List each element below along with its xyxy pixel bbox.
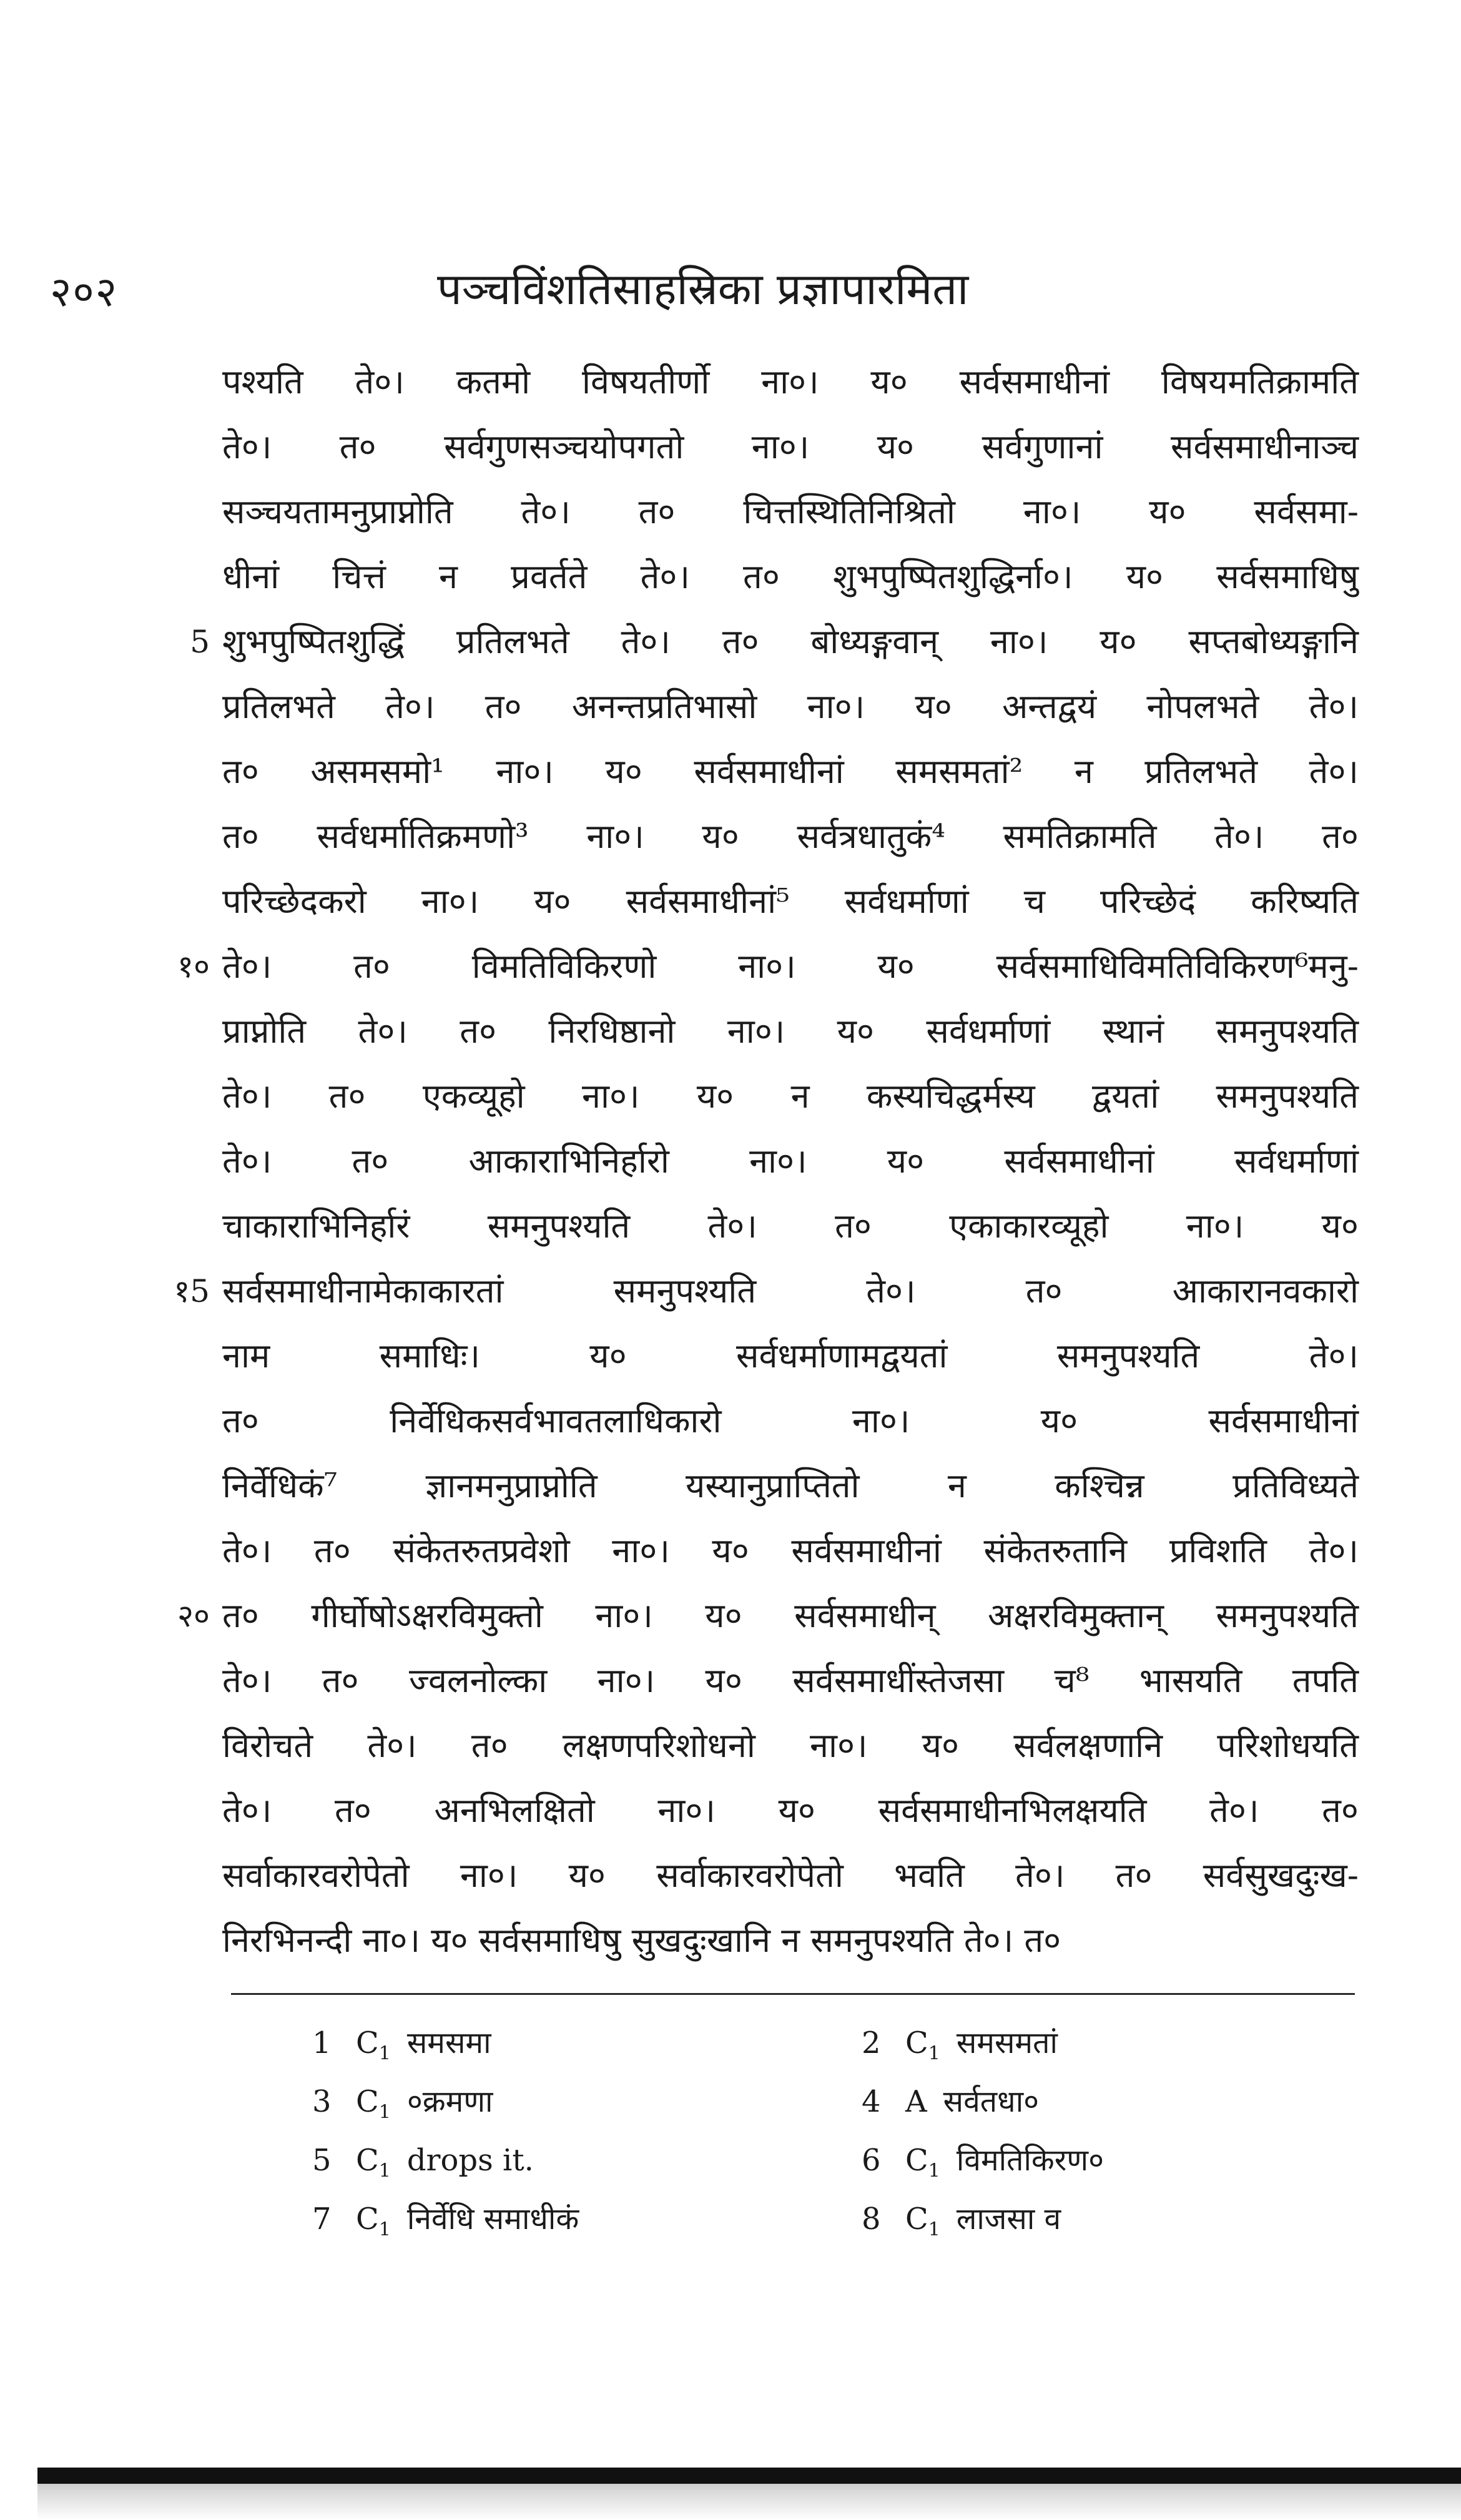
text-line: [190, 609, 1359, 674]
footnote-number: 4: [862, 2084, 881, 2119]
text-line: [222, 1908, 1359, 1973]
line-text: ते०। त० संकेतरुतप्रवेशो ना०। य० सर्वसमाधीनां संकेतरुतानि प्रविशति ते०।: [222, 1531, 1359, 1570]
footnote: [312, 2131, 762, 2190]
footnote-siglum: $C_1$: [356, 2202, 391, 2241]
text-line: [222, 1194, 1359, 1259]
page-number: २०२: [50, 268, 118, 316]
footnote-number: 6: [862, 2143, 881, 2178]
line-text: प्राप्नोति ते०। त० निरधिष्ठानो ना०। य० सर्वधर्माणां स्थानं समनुपश्यति: [222, 1011, 1359, 1051]
line-text: विरोचते ते०। त० लक्षणपरिशोधनो ना०। य० सर्वलक्षणानि परिशोधयति: [222, 1726, 1359, 1765]
text-line: [174, 1259, 1359, 1324]
footnote-number: 5: [312, 2143, 332, 2178]
line-text: ते०। त० विमतिविकिरणो ना०। य० सर्वसमाधिविमतिविकिरण⁶मनु-: [222, 947, 1359, 986]
line-number: 5: [190, 624, 210, 660]
footnote-text: सर्वतधा०: [943, 2084, 1040, 2119]
footnote-siglum: $C_1$: [905, 2202, 940, 2241]
footnote-text: ०क्रमणा: [406, 2084, 493, 2119]
line-text: प्रतिलभते ते०। त० अनन्तप्रतिभासो ना०। य० अन्तद्वयं नोपलभते ते०।: [222, 687, 1359, 726]
text-line: [222, 544, 1359, 609]
line-text: त० निर्वेधिकसर्वभावतलाधिकारो ना०। य० सर्वसमाधीनां: [222, 1401, 1359, 1440]
text-line: [222, 739, 1359, 804]
footnote-siglum: $C_1$: [905, 2143, 940, 2182]
text-line: [222, 1518, 1359, 1583]
footnote-number: 2: [862, 2025, 881, 2060]
line-text: धीनां चित्तं न प्रवर्तते ते०। त० शुभपुष्पितशुद्धिर्ना०। य० सर्वसमाधिषु: [222, 557, 1359, 596]
text-line: [222, 804, 1359, 869]
text-line: [222, 674, 1359, 739]
text-line: [222, 1843, 1359, 1908]
line-text: निर्वेधिकं⁷ ज्ञानमनुप्राप्नोति यस्यानुप्राप्तितो न कश्चिन्न प्रतिविध्यते: [222, 1466, 1359, 1505]
scan-edge-fade: [37, 2484, 1461, 2520]
text-line: [222, 1324, 1359, 1389]
line-text: त० गीर्घोषोऽक्षरविमुक्तो ना०। य० सर्वसमाधीन् अक्षरविमुक्तान् समनुपश्यति: [222, 1596, 1359, 1635]
line-number: १०: [177, 948, 210, 985]
line-text: सर्वसमाधीनामेकाकारतां समनुपश्यति ते०। त० आकारानवकारो: [222, 1271, 1359, 1311]
text-line: [222, 1778, 1359, 1843]
line-text: ते०। त० आकाराभिनिर्हारो ना०। य० सर्वसमाधीनां सर्वधर्माणां: [222, 1141, 1359, 1181]
footnote-text: drops it.: [406, 2143, 534, 2178]
footnote-number: 7: [312, 2202, 332, 2237]
text-line: [222, 999, 1359, 1064]
line-text: ते०। त० एकव्यूहो ना०। य० न कस्यचिद्धर्मस्य द्वयतां समनुपश्यति: [222, 1076, 1359, 1116]
footnote-number: 1: [312, 2025, 332, 2060]
line-text: ते०। त० सर्वगुणसञ्चयोपगतो ना०। य० सर्वगुणानां सर्वसमाधीनाञ्च: [222, 427, 1359, 466]
footnote-divider: [231, 1993, 1355, 1995]
line-text: त० सर्वधर्मातिक्रमणो³ ना०। य० सर्वत्रधातुकं⁴ समतिक्रामति ते०। त०: [222, 817, 1359, 856]
text-line: [177, 1583, 1359, 1648]
footnote-siglum: A: [905, 2084, 927, 2119]
footnote-text: लाजसा व: [956, 2202, 1061, 2237]
footnote-text: समसमतां: [956, 2025, 1058, 2060]
footnote: [862, 2131, 1311, 2190]
footnote-siglum: $C_1$: [356, 2084, 391, 2124]
line-text: ते०। त० अनभिलक्षितो ना०। य० सर्वसमाधीनभिलक्षयति ते०। त०: [222, 1791, 1359, 1830]
line-number: २०: [177, 1598, 210, 1634]
footnote: [862, 2014, 1311, 2072]
footnote-text: विमतिकिरण०: [956, 2143, 1104, 2178]
footnote-siglum: $C_1$: [905, 2025, 940, 2065]
text-line: [222, 350, 1359, 415]
text-line: [177, 934, 1359, 999]
line-text: चाकाराभिनिर्हारं समनुपश्यति ते०। त० एकाकारव्यूहो ना०। य०: [222, 1206, 1359, 1246]
text-line: [222, 1064, 1359, 1129]
text-line: [222, 415, 1359, 480]
footnote: [312, 2190, 762, 2248]
footnote: [862, 2072, 1311, 2131]
text-line: [222, 1454, 1359, 1518]
footnote-text: निर्वेधि समाधीकं: [406, 2202, 579, 2237]
text-line: [222, 1129, 1359, 1194]
line-text: सर्वाकारवरोपेतो ना०। य० सर्वाकारवरोपेतो भवति ते०। त० सर्वसुखदुःख-: [222, 1856, 1359, 1895]
footnote-siglum: $C_1$: [356, 2025, 391, 2065]
footnote: [312, 2072, 762, 2131]
line-text: सञ्चयतामनुप्राप्नोति ते०। त० चित्तस्थितिनिश्रितो ना०। य० सर्वसमा-: [222, 492, 1359, 531]
text-line: [222, 480, 1359, 544]
line-text: नाम समाधिः। य० सर्वधर्माणामद्वयतां समनुपश्यति ते०।: [222, 1336, 1359, 1376]
line-number: १5: [174, 1273, 210, 1309]
line-text: निरभिनन्दी ना०। य० सर्वसमाधिषु सुखदुःखानि न समनुपश्यति ते०। त०: [222, 1921, 1061, 1960]
text-line: [222, 869, 1359, 934]
running-title: पञ्चविंशतिसाहस्रिका प्रज्ञापारमिता: [437, 263, 969, 315]
footnote-siglum: $C_1$: [356, 2143, 391, 2182]
line-text: त० असमसमो¹ ना०। य० सर्वसमाधीनां समसमतां² न प्रतिलभते ते०।: [222, 752, 1359, 791]
footnote-text: समसमा: [406, 2025, 491, 2060]
footnote: [312, 2014, 762, 2072]
line-text: ते०। त० ज्वलनोल्का ना०। य० सर्वसमाधींस्तेजसा च⁸ भासयति तपति: [222, 1661, 1359, 1700]
footnote-number: 8: [862, 2202, 881, 2237]
text-line: [222, 1389, 1359, 1454]
footnote-number: 3: [312, 2084, 332, 2119]
line-text: परिच्छेदकरो ना०। य० सर्वसमाधीनां⁵ सर्वधर्माणां च परिच्छेदं करिष्यति: [222, 882, 1359, 921]
footnote: [862, 2190, 1311, 2248]
line-text: शुभपुष्पितशुद्धिं प्रतिलभते ते०। त० बोध्यङ्गवान् ना०। य० सप्तबोध्यङ्गानि: [222, 622, 1359, 661]
text-line: [222, 1713, 1359, 1778]
text-line: [222, 1648, 1359, 1713]
scan-edge-shadow: [37, 2468, 1461, 2484]
line-text: पश्यति ते०। कतमो विषयतीर्णो ना०। य० सर्वसमाधीनां विषयमतिक्रामति: [222, 362, 1359, 401]
